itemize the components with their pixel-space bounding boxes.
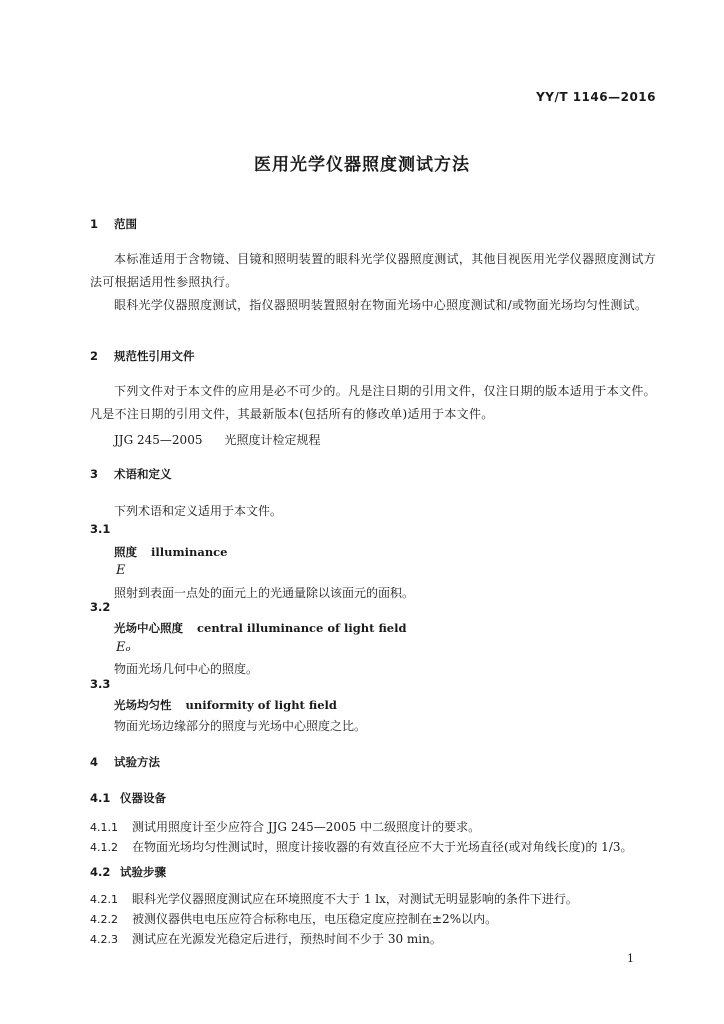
section-number: 2	[90, 349, 99, 363]
section-2-heading	[90, 348, 195, 364]
section-title: 试验方法	[114, 755, 160, 769]
term-3-3-definition: 物面光场边缘部分的照度与光场中心照度之比。	[114, 719, 367, 733]
term-3-1-number: 3.1	[90, 522, 111, 536]
standard-code: YY/T 1146—2016	[536, 90, 656, 104]
clause-number: 4.2.1	[90, 893, 118, 906]
section-number: 1	[90, 217, 99, 231]
section-3-heading	[90, 466, 172, 482]
subsection-number: 4.1	[90, 791, 111, 805]
clause-text: 眼科光学仪器照度测试应在环境照度不大于 1 lx，对测试无明显影响的条件下进行。	[132, 892, 578, 906]
document-title: 医用光学仪器照度测试方法	[254, 155, 470, 175]
section-3-intro: 下列术语和定义适用于本文件。	[114, 504, 283, 518]
clause-4-2-3	[90, 930, 442, 947]
clause-4-2-1	[90, 890, 578, 907]
term-chinese: 光场均匀性	[114, 698, 172, 712]
subsection-title: 仪器设备	[120, 791, 166, 805]
term-3-2-number: 3.2	[90, 600, 111, 614]
subsection-4-1-heading	[90, 790, 166, 806]
term-3-2-definition: 物面光场几何中心的照度。	[114, 662, 259, 676]
reference-title: 光照度计检定规程	[224, 433, 321, 447]
section-number: 3	[90, 467, 99, 481]
term-3-3-number: 3.3	[90, 677, 111, 691]
subsection-title: 试验步骤	[120, 865, 166, 879]
term-english: illuminance	[151, 545, 228, 559]
page-number: 1	[627, 952, 634, 965]
term-3-1-symbol: E	[116, 563, 126, 578]
term-3-2-symbol: Eₒ	[116, 640, 131, 655]
clause-text: 测试用照度计至少应符合 JJG 245—2005 中二级照度计的要求。	[132, 820, 481, 834]
clause-4-1-2	[90, 838, 633, 855]
term-3-1-definition: 照射到表面一点处的面元上的光通量除以该面元的面积。	[114, 586, 415, 600]
term-3-2	[114, 620, 407, 636]
clause-text: 测试应在光源发光稳定后进行，预热时间不少于 30 min。	[132, 932, 442, 946]
clause-4-2-2	[90, 910, 497, 927]
term-chinese: 光场中心照度	[114, 621, 183, 635]
section-1-heading	[90, 216, 137, 232]
term-english: uniformity of light field	[185, 698, 337, 712]
term-3-1	[114, 544, 228, 560]
subsection-4-2-heading	[90, 864, 166, 880]
clause-number: 4.2.2	[90, 913, 118, 926]
term-chinese: 照度	[114, 545, 137, 559]
reference-code: JJG 245—2005	[114, 433, 203, 447]
section-2-paragraph-1: 下列文件对于本文件的应用是必不可少的。凡是注日期的引用文件，仅注日期的版本适用于本文件。凡是不注日期的引用文件，其最新版本(包括所有的修改单)适用于本文件。	[90, 384, 656, 421]
clause-number: 4.2.3	[90, 933, 118, 946]
section-number: 4	[90, 755, 99, 769]
clause-text: 在物面光场均匀性测试时，照度计接收器的有效直径应不大于光场直径(或对角线长度)的 1/3。	[132, 840, 633, 854]
section-1-paragraph-2: 眼科光学仪器照度测试，指仪器照明装置照射在物面光场中心照度测试和/或物面光场均匀性测试。	[114, 298, 648, 312]
clause-number: 4.1.1	[90, 821, 118, 834]
clause-number: 4.1.2	[90, 841, 118, 854]
clause-4-1-1	[90, 818, 480, 835]
section-title: 规范性引用文件	[114, 349, 195, 363]
clause-text: 被测仪器供电电压应符合标称电压，电压稳定度应控制在±2%以内。	[132, 912, 498, 926]
term-english: central illuminance of light field	[197, 621, 407, 635]
section-title: 术语和定义	[114, 467, 172, 481]
section-1-paragraph-1: 本标准适用于含物镜、目镜和照明装置的眼科光学仪器照度测试，其他目视医用光学仪器照度测试方法可根据适用性参照执行。	[90, 252, 656, 289]
section-title: 范围	[114, 217, 137, 231]
term-3-3	[114, 697, 337, 713]
normative-reference	[114, 431, 320, 448]
subsection-number: 4.2	[90, 865, 111, 879]
section-4-heading	[90, 754, 160, 770]
